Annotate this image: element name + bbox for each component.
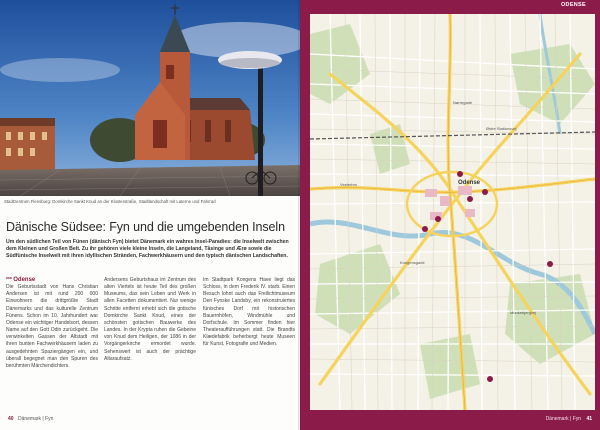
map-label-kongensgade: Kongensgade <box>400 260 425 265</box>
text-column-3: Im Stadtpark Kongens Have liegt das Schloss, in dem Frederik IV. starb. Einen Besuch lohnt auch das Freilichtmuseum Den Fynske Landsby, ein rekonstruiertes fünisches Dorf mit historischen Bauernhöfen, Windmühle und Dorfschule. Im Sommer finden hier Theateraufführungen statt. Die Brandts Klædefabrik beherbergt heute Museen für Kunst, Fotografie und Medien. <box>203 277 295 348</box>
right-page <box>300 0 600 430</box>
section-label: ODENSE <box>560 2 586 8</box>
book-gutter <box>298 0 302 430</box>
text-column-2: Andersens Geburtshaus im Zentrum des alten Viertels ist heute Teil des großen Museums, das sein Leben und Werk in allen Facetten dokumentiert. Nur wenige Schritte entfernt erhebt sich die gotische Domkirche Sankt Knud, eines der schönsten gotischen Bauwerke des Landes. In der Krypta ruhen die Gebeine von Knud dem Heiligen, der 1086 in der Vorgängerkirche ermordet wurde. Sehenswert ist auch der prächtige Altaraufsatz. <box>104 277 196 362</box>
map-label-munkebjergvej: Munkebjergvej <box>510 310 537 315</box>
map-label-city: Odense <box>458 180 481 186</box>
footer-title-right: Dänemark | Fyn <box>545 416 582 422</box>
right-footer <box>546 416 592 422</box>
rating-stars: *** <box>6 277 12 283</box>
column-1-body: Die Geburtsstadt von Hans Christian Andersen ist mit rund 200 000 Einwohnern die drittgrößte Stadt Dänemarks und das kulturelle Zentrum Fünens. Schon im 10. Jahrhundert war Odense ein wichtiger Handelsort, dessen Name auf den Gott Odin zurückgeht. Die verwinkelten Gassen der Altstadt mit ihren bunten Fachwerkhäusern laden zu ausgedehnten Spaziergängen ein, und überall begegnet man den Spuren des berühmten Märchendichters. <box>6 284 98 369</box>
page-number-right: 41 <box>586 416 592 422</box>
text-column-1 <box>6 277 98 370</box>
left-footer <box>8 416 53 422</box>
map-label-norregade: Nørregade <box>453 100 473 105</box>
subhead <box>6 277 98 284</box>
city-map <box>310 14 595 410</box>
photo-caption: Stadtzentrum Flensburg: Domkirche Sankt Knud an der Klosterstraße, Stadtlandschaft mit Laterne und Fahrrad <box>4 199 216 204</box>
article-intro: Um den südlichen Teil von Fünen (dänisch Fyn) bietet Dänemark ein wahres Insel-Paradies: die Inselwelt zwischen dem Kleinen und Großen Belt. Zu ihr gehören viele kleine Inseln, die Langeland, Tåsinge und Ærø sowie die Südfünische Inselwelt mit ihren idyllischen Stränden, Fachwerkhäusern und den typisch dänischen Landschaften. <box>6 239 289 260</box>
map-label-station-road: Østre Stationsvej <box>486 126 517 131</box>
page-number-left: 40 <box>8 416 14 422</box>
article-headline: Dänische Südsee: Fyn und die umgebenden Inseln <box>6 220 285 234</box>
footer-title-left: Dänemark | Fyn <box>17 416 54 422</box>
map-label-vesterbro: Vesterbro <box>340 182 358 187</box>
cathedral-photo <box>0 0 300 196</box>
subhead-title: Odense <box>13 277 36 283</box>
